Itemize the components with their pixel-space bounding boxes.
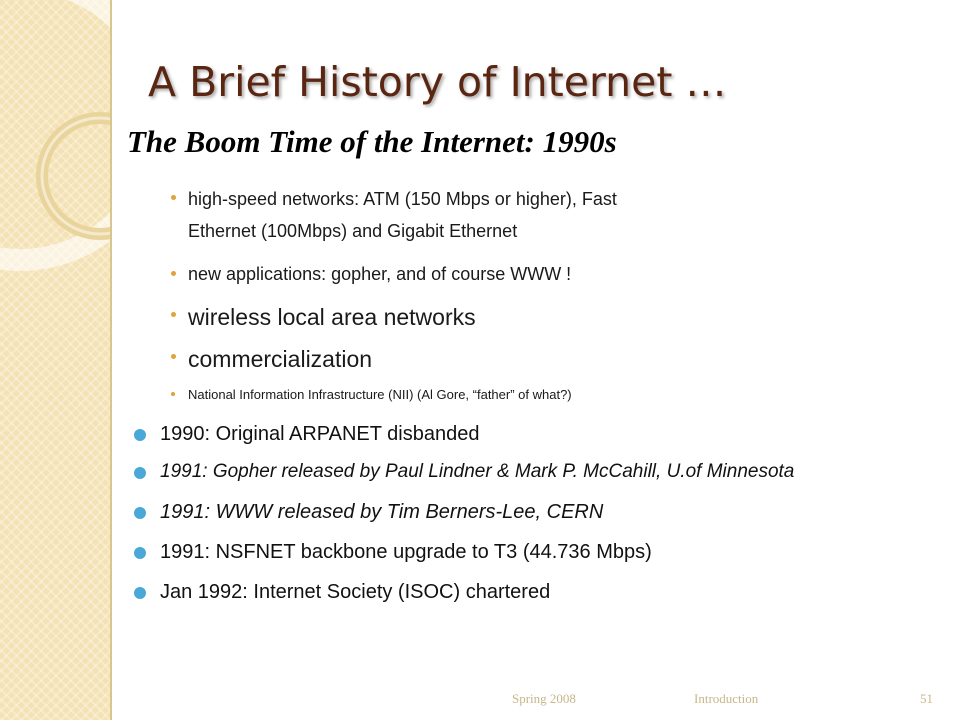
bullet-text: 1990: Original ARPANET disbanded xyxy=(160,423,480,445)
sub-bullet-new-applications xyxy=(188,262,571,286)
sub-bullet-dot xyxy=(171,312,176,317)
bullet-dot xyxy=(134,429,146,441)
decorative-circles xyxy=(0,0,112,720)
sub-bullet-high-speed-networks xyxy=(188,183,617,247)
bullet-isoc-chartered xyxy=(160,581,550,604)
bullet-text: 1991: Gopher released by Paul Lindner & Mark P. McCahill, U.of Minnesota xyxy=(160,461,795,482)
sub-bullet-dot xyxy=(171,392,175,396)
bullet-text: 1991: NSFNET backbone upgrade to T3 (44.736 Mbps) xyxy=(160,541,652,563)
bullet-text: 1991: WWW released by Tim Berners-Lee, CERN xyxy=(160,501,604,523)
sub-bullet-dot xyxy=(171,195,176,200)
bullet-dot xyxy=(134,547,146,559)
bullet-nsfnet-upgrade xyxy=(160,541,652,564)
bullet-gopher-released xyxy=(160,461,794,483)
sub-bullet-text: wireless local area networks xyxy=(188,304,476,330)
bullet-arpanet-disbanded xyxy=(160,423,479,446)
sub-bullet-dot xyxy=(171,354,176,359)
footer-page-number: 51 xyxy=(920,691,933,706)
sub-bullet-wireless-lan xyxy=(188,302,476,332)
decorative-side-panel xyxy=(0,0,112,720)
footer-title: Introduction xyxy=(694,691,759,706)
sub-bullet-text-continued: Ethernet (100Mbps) and Gigabit Ethernet xyxy=(188,221,518,241)
bullet-text: Jan 1992: Internet Society (ISOC) chartered xyxy=(160,581,551,603)
slide-title: A Brief History of Internet … xyxy=(148,58,727,106)
sub-bullet-text: National Information Infrastructure (NII) (Al Gore, “father” of what?) xyxy=(188,387,572,402)
sub-bullet-text: new applications: gopher, and of course WWW ! xyxy=(188,264,572,284)
sub-bullet-text: high-speed networks: ATM (150 Mbps or higher), Fast xyxy=(188,189,617,209)
side-panel-edge xyxy=(110,0,112,720)
slide-subtitle: The Boom Time of the Internet: 1990s xyxy=(127,124,617,159)
sub-bullet-nii xyxy=(188,386,572,404)
bullet-www-released xyxy=(160,501,603,524)
bullet-dot xyxy=(134,467,146,479)
bullet-dot xyxy=(134,507,146,519)
sub-bullet-text: commercialization xyxy=(188,346,373,372)
bullet-dot xyxy=(134,587,146,599)
sub-bullet-dot xyxy=(171,271,176,276)
sub-bullet-commercialization xyxy=(188,344,372,374)
footer-date: Spring 2008 xyxy=(512,691,576,706)
